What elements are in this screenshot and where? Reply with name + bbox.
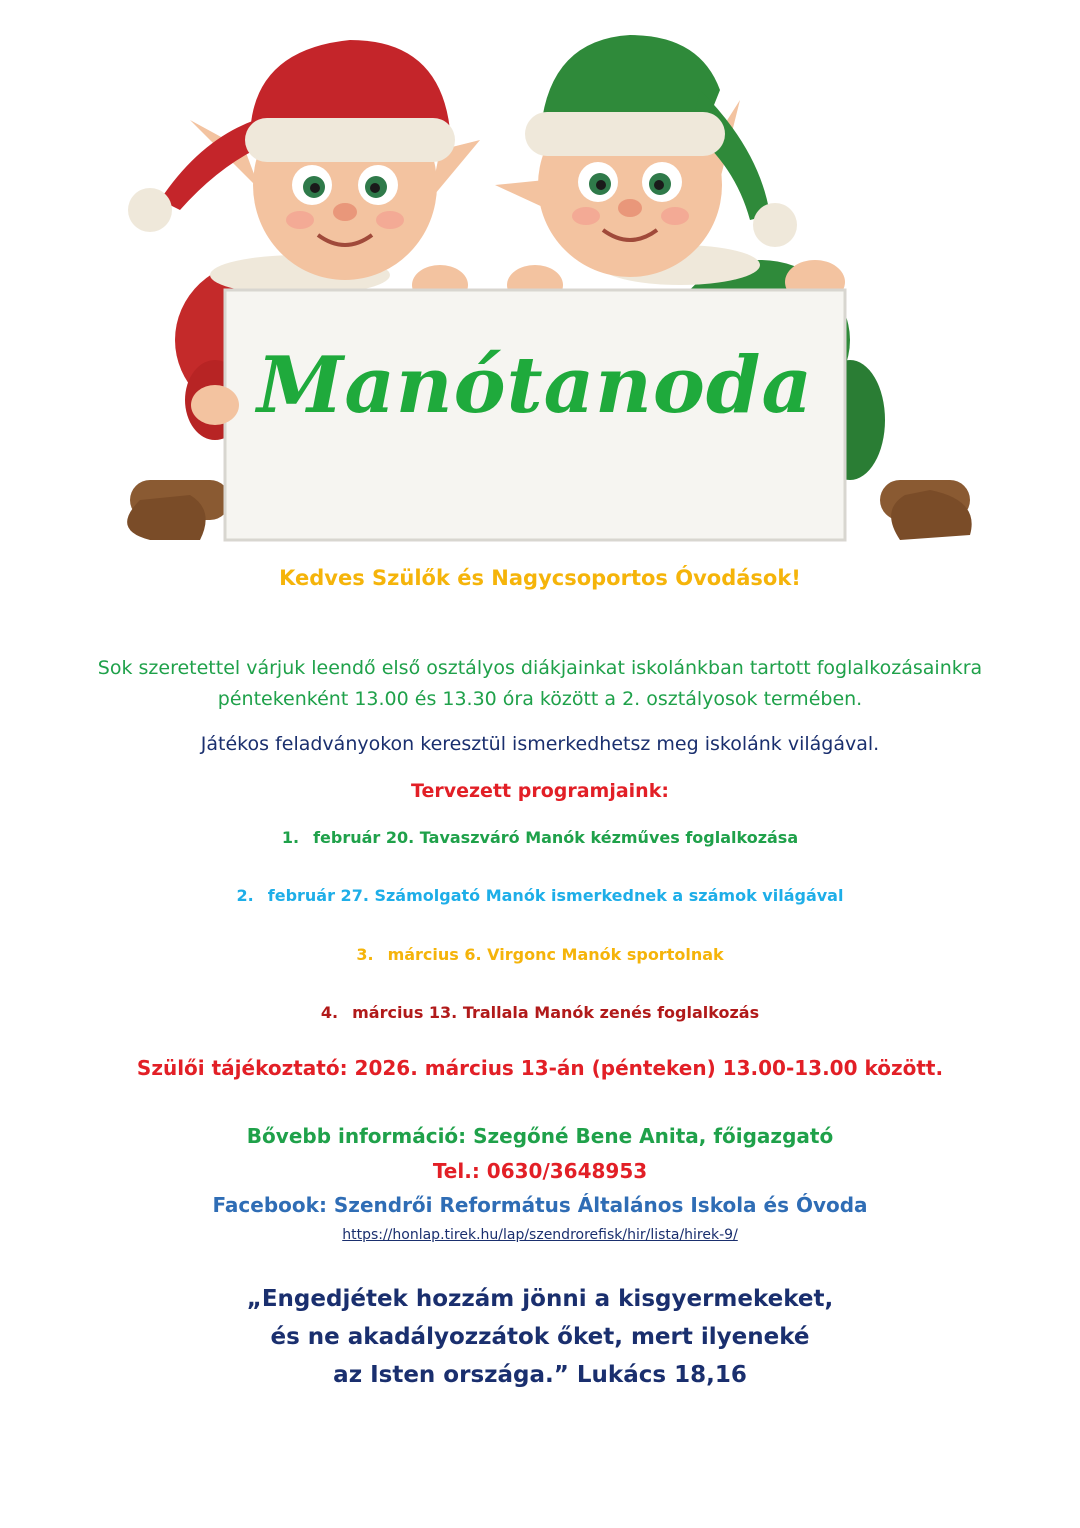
program-item-text: február 20. Tavaszváró Manók kézműves foglalkozása <box>313 828 799 847</box>
intro-line-1: Sok szeretettel várjuk leendő első osztályos diákjainkat iskolánkban tartott foglalkozásainkra <box>97 657 983 679</box>
program-item-text: március 6. Virgonc Manók sportolnak <box>387 945 724 964</box>
intro-line-2: péntekenként 13.00 és 13.30 óra között a 2. osztályosok termében. <box>217 688 863 710</box>
greeting: Kedves Szülők és Nagycsoportos Óvodások! <box>279 566 801 590</box>
program-item <box>0 828 1080 847</box>
program-title: Tervezett programjaink: <box>411 780 669 802</box>
program-item-number: 1. <box>281 828 300 847</box>
bible-quote <box>0 1280 1080 1394</box>
quote-line-3: az Isten országa.” Lukács 18,16 <box>333 1362 747 1388</box>
sign-title: Manótanoda <box>257 340 813 431</box>
program-item <box>0 945 1080 964</box>
contact-facebook: Facebook: Szendrői Református Általános Iskola és Óvoda <box>212 1193 868 1217</box>
program-item-number: 4. <box>320 1003 339 1022</box>
elves-illustration <box>0 0 1080 560</box>
program-item-text: március 13. Trallala Manók zenés foglalkozás <box>352 1003 760 1022</box>
program-item-number: 2. <box>236 886 254 905</box>
intro-line-3: Játékos feladványokon keresztül ismerkedhetsz meg iskolánk világával. <box>200 733 880 755</box>
contact-phone: Tel.: 0630/3648953 <box>432 1159 648 1183</box>
program-item <box>0 886 1080 905</box>
intro-text <box>0 653 1080 715</box>
program-item-number: 3. <box>356 945 374 964</box>
contact-info: Bővebb információ: Szegőné Bene Anita, főigazgató <box>246 1124 834 1148</box>
quote-line-2: és ne akadályozzátok őket, mert ilyeneké <box>270 1324 810 1350</box>
program-item <box>0 1003 1080 1022</box>
program-item-text: február 27. Számolgató Manók ismerkednek a számok világával <box>267 886 844 905</box>
parent-meeting-notice: Szülői tájékoztató: 2026. március 13-án (pénteken) 13.00-13.00 között. <box>136 1056 944 1080</box>
elves-illustration-svg <box>0 0 1080 560</box>
website-link[interactable]: https://honlap.tirek.hu/lap/szendrorefisk/hir/lista/hirek-9/ <box>342 1227 738 1243</box>
quote-line-1: „Engedjétek hozzám jönni a kisgyermekeket, <box>246 1286 834 1312</box>
